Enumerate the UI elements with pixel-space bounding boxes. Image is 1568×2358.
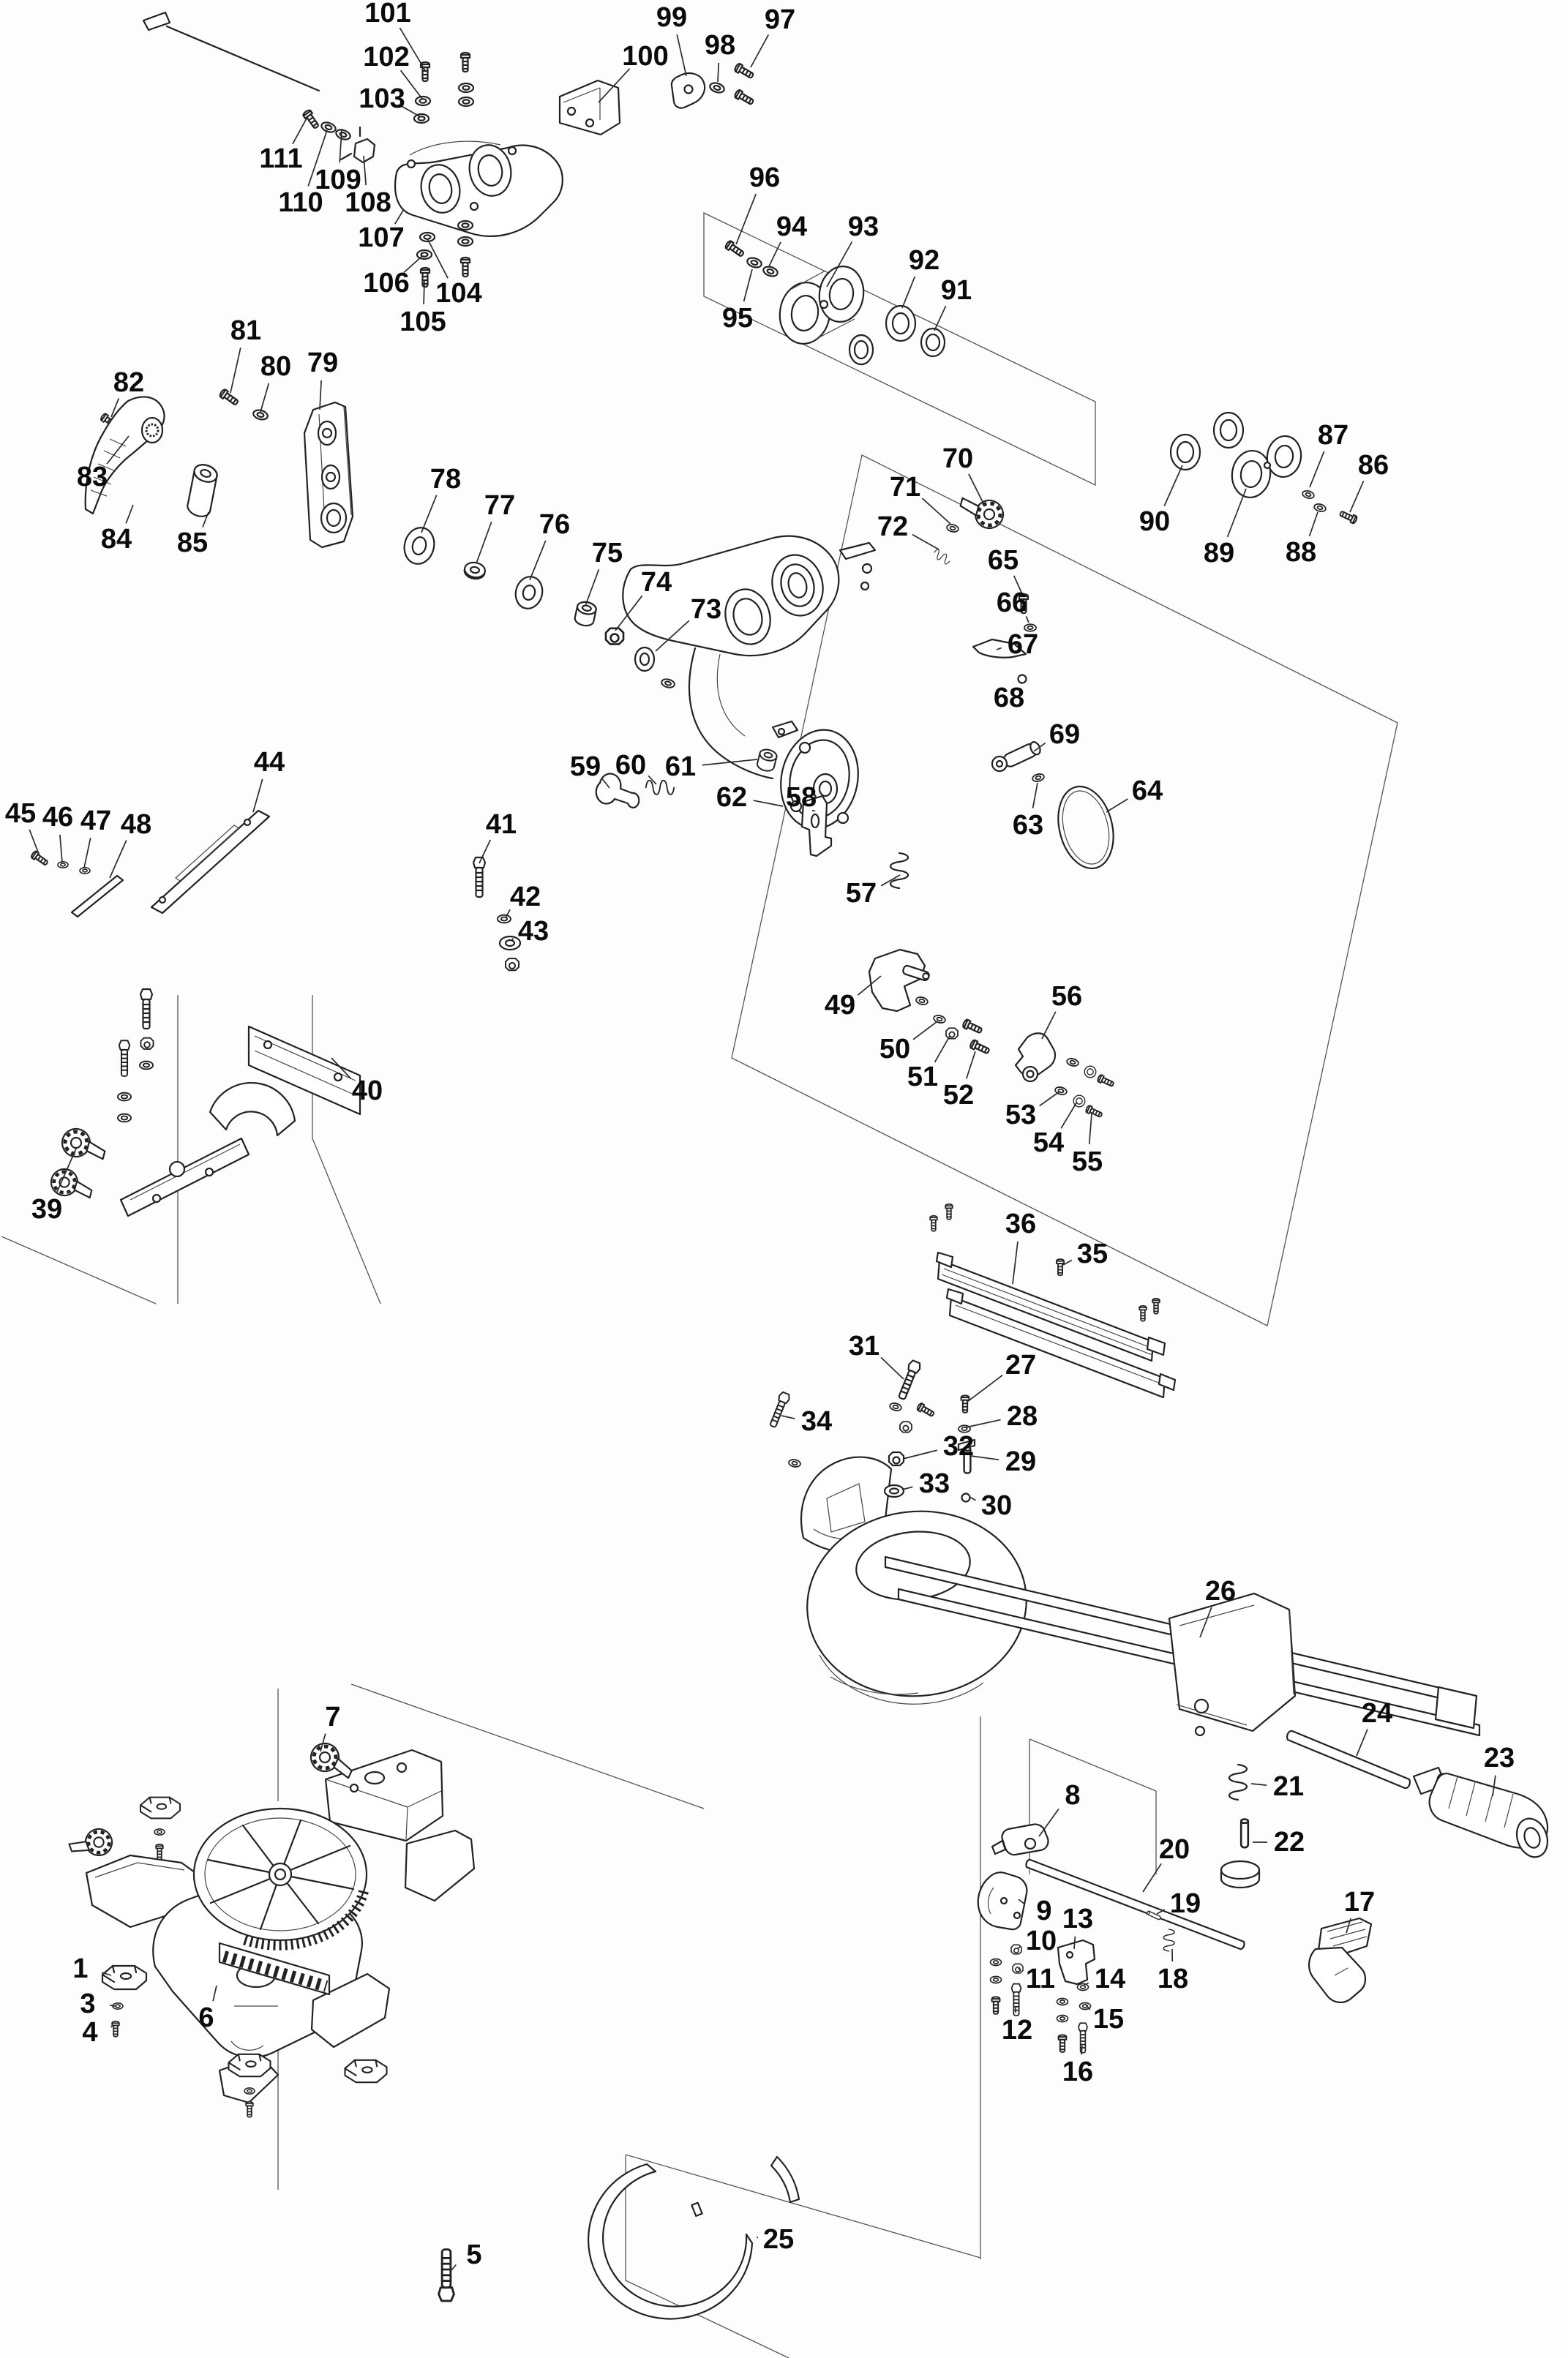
- callout-17[interactable]: 17: [1343, 1887, 1376, 1918]
- callout-74[interactable]: 74: [640, 567, 672, 598]
- callout-70[interactable]: 70: [942, 443, 974, 474]
- callout-91[interactable]: 91: [940, 275, 972, 306]
- callout-36[interactable]: 36: [1005, 1209, 1037, 1239]
- leader-line-8: [1039, 1809, 1059, 1836]
- callout-96[interactable]: 96: [749, 162, 781, 193]
- leader-line-72: [912, 535, 939, 549]
- callout-79[interactable]: 79: [307, 348, 339, 378]
- blade-housing-art: [768, 1359, 1479, 1735]
- callout-51[interactable]: 51: [907, 1062, 939, 1092]
- callout-87[interactable]: 87: [1317, 420, 1349, 451]
- callout-58[interactable]: 58: [785, 782, 817, 813]
- callout-19[interactable]: 19: [1169, 1888, 1201, 1919]
- callout-11[interactable]: 11: [1025, 1964, 1056, 1994]
- leader-line-24: [1357, 1730, 1368, 1756]
- leader-line-53: [1040, 1092, 1059, 1106]
- leader-line-71: [922, 498, 950, 524]
- callout-33[interactable]: 33: [918, 1468, 950, 1499]
- callout-40[interactable]: 40: [351, 1075, 383, 1106]
- callout-86[interactable]: 86: [1357, 450, 1389, 481]
- leader-line-78: [421, 495, 437, 533]
- callout-45[interactable]: 45: [4, 798, 37, 829]
- callout-34[interactable]: 34: [800, 1406, 833, 1437]
- callout-57[interactable]: 57: [845, 878, 877, 909]
- leader-line-62: [754, 800, 783, 806]
- callout-31[interactable]: 31: [848, 1331, 880, 1362]
- callout-64[interactable]: 64: [1131, 776, 1163, 806]
- leader-line-33: [902, 1487, 912, 1490]
- fence-assembly-art: [31, 811, 520, 1216]
- callout-99[interactable]: 99: [656, 2, 688, 33]
- leader-line-3: [110, 2005, 116, 2006]
- callout-6[interactable]: 6: [198, 2002, 214, 2033]
- callout-61[interactable]: 61: [664, 751, 697, 782]
- leader-line-79: [320, 380, 321, 410]
- callout-80[interactable]: 80: [260, 351, 292, 382]
- callout-67[interactable]: 67: [1007, 629, 1039, 660]
- leader-line-14: [1084, 1983, 1089, 1985]
- callout-77[interactable]: 77: [484, 490, 516, 521]
- callout-83[interactable]: 83: [76, 462, 108, 492]
- leader-line-80: [260, 383, 269, 412]
- leader-line-41: [479, 840, 490, 863]
- callout-9[interactable]: 9: [1036, 1896, 1052, 1926]
- callout-75[interactable]: 75: [591, 538, 623, 568]
- leader-line-88: [1310, 512, 1318, 536]
- leader-line-36: [1013, 1242, 1018, 1284]
- callout-15[interactable]: 15: [1092, 2004, 1125, 2035]
- callout-21[interactable]: 21: [1272, 1771, 1305, 1802]
- callout-42[interactable]: 42: [509, 882, 541, 912]
- callout-55[interactable]: 55: [1071, 1146, 1103, 1177]
- callout-39[interactable]: 39: [31, 1194, 63, 1225]
- leader-line-50: [913, 1021, 937, 1040]
- callout-78[interactable]: 78: [429, 464, 462, 495]
- callout-50[interactable]: 50: [879, 1034, 911, 1065]
- leader-line-111: [293, 117, 307, 144]
- callout-28[interactable]: 28: [1006, 1401, 1038, 1432]
- callout-60[interactable]: 60: [615, 750, 647, 781]
- callout-66[interactable]: 66: [996, 587, 1028, 618]
- callout-47[interactable]: 47: [80, 806, 112, 836]
- callout-44[interactable]: 44: [253, 747, 285, 778]
- callout-49[interactable]: 49: [824, 990, 856, 1021]
- leader-line-77: [476, 522, 492, 563]
- callout-98[interactable]: 98: [704, 30, 736, 61]
- callout-104[interactable]: 104: [435, 278, 482, 309]
- callout-103[interactable]: 103: [359, 83, 405, 114]
- leader-line-55: [1089, 1114, 1092, 1144]
- callout-3[interactable]: 3: [80, 1989, 96, 2019]
- callout-106[interactable]: 106: [363, 268, 410, 298]
- callout-93[interactable]: 93: [847, 211, 879, 242]
- callout-111[interactable]: 111: [259, 143, 303, 174]
- leader-line-64: [1106, 799, 1128, 812]
- callout-46[interactable]: 46: [42, 802, 74, 833]
- leader-line-29: [971, 1456, 999, 1460]
- slide-rails-art: [930, 1204, 1175, 1397]
- callout-73[interactable]: 73: [690, 594, 722, 625]
- callout-1[interactable]: 1: [72, 1953, 89, 1984]
- callout-94[interactable]: 94: [776, 211, 808, 242]
- callout-30[interactable]: 30: [980, 1490, 1013, 1521]
- callout-10[interactable]: 10: [1025, 1926, 1057, 1956]
- leader-line-48: [110, 841, 127, 878]
- callout-32[interactable]: 32: [942, 1431, 975, 1462]
- leader-line-44: [253, 779, 263, 812]
- callout-22[interactable]: 22: [1273, 1827, 1305, 1858]
- leader-line-70: [969, 474, 983, 503]
- leader-line-90: [1164, 465, 1182, 506]
- callout-68[interactable]: 68: [993, 683, 1025, 713]
- leader-line-95: [744, 269, 752, 301]
- grouping-outlines: [1, 213, 1398, 2358]
- leader-line-56: [1042, 1012, 1056, 1039]
- callout-108[interactable]: 108: [345, 187, 391, 218]
- leader-line-81: [230, 348, 241, 393]
- base-assembly-art: [67, 1739, 474, 2301]
- callout-89[interactable]: 89: [1203, 538, 1235, 568]
- callout-92[interactable]: 92: [908, 245, 940, 276]
- leader-line-89: [1228, 489, 1246, 537]
- leader-line-84: [126, 505, 133, 523]
- callout-20[interactable]: 20: [1158, 1834, 1190, 1865]
- callout-65[interactable]: 65: [987, 545, 1019, 576]
- callout-43[interactable]: 43: [517, 916, 549, 947]
- callout-101[interactable]: 101: [364, 0, 411, 29]
- callout-82[interactable]: 82: [113, 367, 145, 398]
- callout-62[interactable]: 62: [716, 782, 748, 813]
- leader-line-21: [1251, 1784, 1267, 1785]
- callout-105[interactable]: 105: [399, 307, 446, 337]
- callout-26[interactable]: 26: [1204, 1576, 1237, 1607]
- callout-69[interactable]: 69: [1049, 719, 1081, 750]
- callout-59[interactable]: 59: [569, 751, 601, 782]
- callout-63[interactable]: 63: [1012, 810, 1044, 841]
- callout-72[interactable]: 72: [877, 511, 909, 542]
- callout-109[interactable]: 109: [315, 165, 361, 195]
- callout-41[interactable]: 41: [485, 809, 517, 840]
- leader-line-46: [60, 835, 62, 863]
- callout-90[interactable]: 90: [1139, 506, 1171, 537]
- leader-line-87: [1310, 451, 1324, 487]
- leader-line-99: [677, 34, 686, 76]
- callout-76[interactable]: 76: [539, 509, 571, 540]
- callout-16[interactable]: 16: [1062, 2057, 1094, 2087]
- callout-7[interactable]: 7: [325, 1702, 341, 1732]
- callout-53[interactable]: 53: [1005, 1100, 1037, 1130]
- leader-line-54: [1061, 1102, 1077, 1128]
- callout-107[interactable]: 107: [358, 222, 405, 253]
- callout-27[interactable]: 27: [1005, 1350, 1037, 1381]
- leader-line-76: [530, 541, 546, 580]
- leader-line-52: [967, 1051, 975, 1079]
- leader-line-92: [902, 277, 915, 308]
- leader-line-16: [1081, 2046, 1082, 2054]
- leader-line-34: [781, 1416, 795, 1419]
- callout-71[interactable]: 71: [889, 472, 921, 503]
- leader-line-51: [935, 1036, 950, 1062]
- callout-29[interactable]: 29: [1005, 1446, 1037, 1477]
- callout-13[interactable]: 13: [1062, 1904, 1094, 1934]
- callout-8[interactable]: 8: [1065, 1780, 1081, 1811]
- callout-25[interactable]: 25: [762, 2224, 795, 2255]
- leader-line-31: [881, 1357, 904, 1379]
- callout-97[interactable]: 97: [764, 4, 796, 35]
- callout-95[interactable]: 95: [721, 303, 754, 334]
- callout-4[interactable]: 4: [82, 2017, 98, 2048]
- leader-line-98: [718, 63, 719, 82]
- callout-12[interactable]: 12: [1001, 2015, 1033, 2046]
- callout-84[interactable]: 84: [100, 524, 132, 555]
- leader-line-32: [903, 1450, 937, 1459]
- callout-14[interactable]: 14: [1094, 1964, 1126, 1994]
- leader-line-20: [1143, 1863, 1161, 1892]
- leader-line-97: [751, 34, 768, 67]
- callout-5[interactable]: 5: [466, 2239, 482, 2270]
- leader-line-75: [585, 569, 599, 606]
- callout-56[interactable]: 56: [1051, 981, 1083, 1012]
- leader-line-47: [84, 838, 91, 868]
- callout-24[interactable]: 24: [1361, 1698, 1393, 1729]
- leader-line-28: [966, 1420, 1001, 1427]
- leader-line-104: [427, 239, 448, 278]
- callout-100[interactable]: 100: [622, 41, 669, 72]
- callout-52[interactable]: 52: [942, 1080, 975, 1111]
- leader-line-61: [702, 759, 757, 765]
- callout-48[interactable]: 48: [120, 809, 152, 840]
- callout-110[interactable]: 110: [278, 187, 323, 218]
- callout-81[interactable]: 81: [230, 315, 262, 346]
- callout-35[interactable]: 35: [1076, 1239, 1109, 1269]
- callout-85[interactable]: 85: [176, 527, 209, 558]
- leader-line-63: [1033, 783, 1038, 808]
- callout-102[interactable]: 102: [363, 42, 410, 72]
- callout-23[interactable]: 23: [1483, 1743, 1515, 1773]
- leader-line-86: [1350, 481, 1364, 512]
- callout-54[interactable]: 54: [1032, 1127, 1065, 1158]
- callout-88[interactable]: 88: [1285, 537, 1317, 568]
- spindle-washer-chain-art: [721, 240, 1358, 524]
- callout-18[interactable]: 18: [1157, 1964, 1189, 1994]
- leader-line-27: [967, 1375, 1002, 1402]
